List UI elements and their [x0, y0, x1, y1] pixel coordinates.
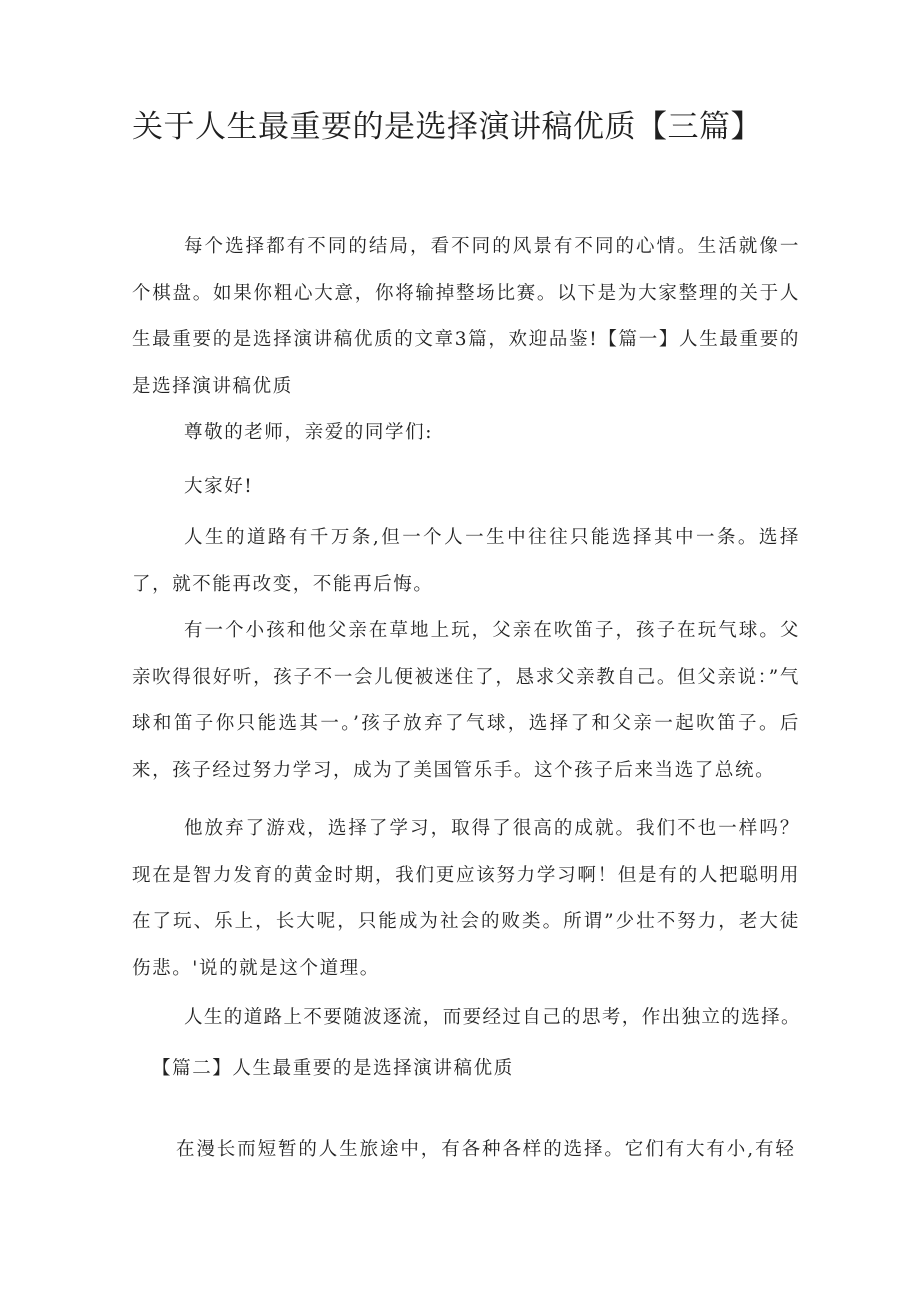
- section-two-heading: 【篇二】人生最重要的是选择演讲稿优质: [152, 1058, 514, 1079]
- hello-paragraph: 大家好!: [184, 476, 254, 497]
- road-paragraph: 人生的道路有千万条,但一个人一生中往往只能选择其中一条。选择了，就不能再改变，不能再后悔。: [132, 527, 800, 595]
- conclusion-paragraph: 人生的道路上不要随波逐流，而要经过自己的思考，作出独立的选择。: [184, 1007, 801, 1028]
- greeting-paragraph: 尊敬的老师，亲爱的同学们:: [184, 422, 434, 443]
- story-paragraph: 有一个小孩和他父亲在草地上玩，父亲在吹笛子，孩子在玩气球。父亲吹得很好听，孩子不一会儿便被迷住了，恳求父亲教自己。但父亲说：”气球和笛子你只能选其一。’孩子放弃了气球，选择了和父亲一起吹笛子。后来，孩子经过努力学习，成为了美国管乐手。这个孩子后来当选了总统。: [132, 620, 800, 781]
- document-title: 关于人生最重要的是选择演讲稿优质【三篇】: [132, 109, 762, 145]
- intro-paragraph: 每个选择都有不同的结局，看不同的风景有不同的心情。生活就像一个棋盘。如果你粗心大意，你将输掉整场比赛。以下是为大家整理的关于人生最重要的是选择演讲稿优质的文章3篇，欢迎品鉴!【篇一】人生最重要的是选择演讲稿优质: [132, 236, 800, 397]
- section-two-paragraph: 在漫长而短暂的人生旅途中，有各种各样的选择。它们有大有小,有轻: [176, 1139, 796, 1160]
- game-paragraph: 他放弃了游戏，选择了学习，取得了很高的成就。我们不也一样吗？现在是智力发育的黄金时期，我们更应该努力学习啊！但是有的人把聪明用在了玩、乐上，长大呢，只能成为社会的败类。所谓”少壮不努力，老大徒伤悲。'说的就是这个道理。: [132, 818, 800, 979]
